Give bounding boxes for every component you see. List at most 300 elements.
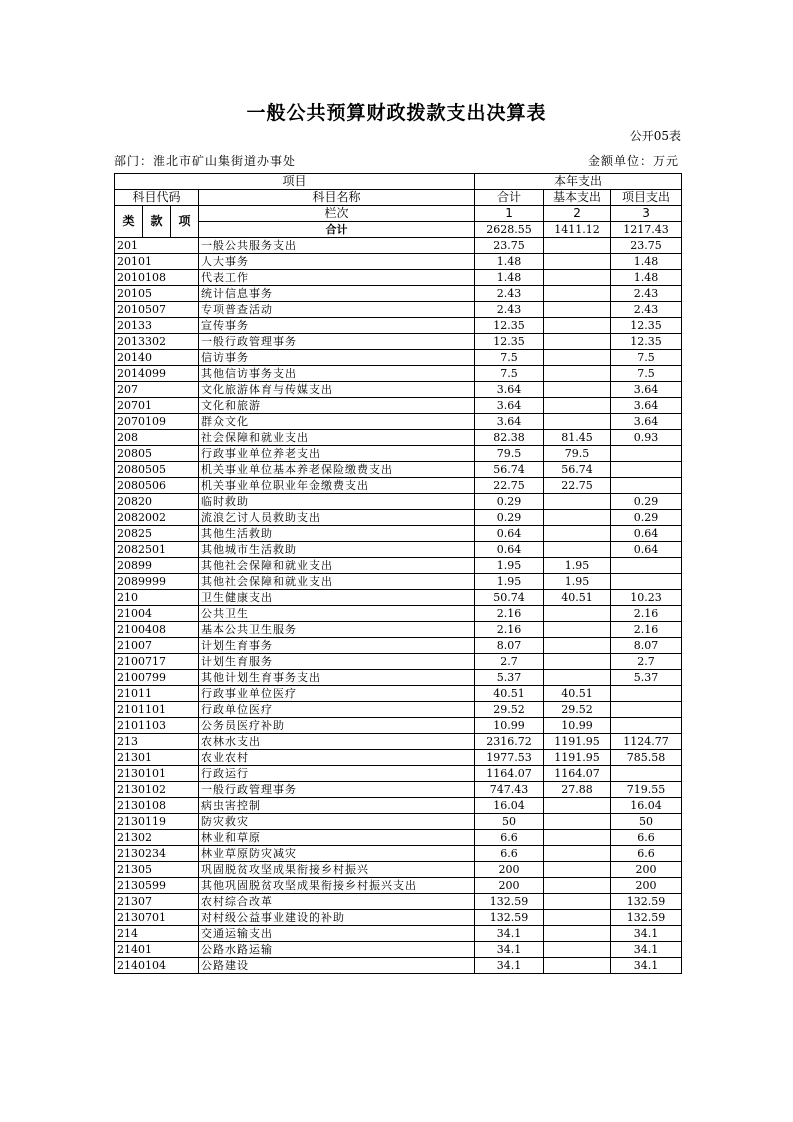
basic-cell: [544, 382, 611, 398]
table-row: [115, 750, 682, 766]
table-row: [115, 958, 682, 974]
table-row: [115, 286, 682, 302]
subject-code-cell: 20805: [115, 446, 199, 462]
subject-name-cell: 其他生活救助: [199, 526, 475, 542]
subject-code-cell: 2130102: [115, 782, 199, 798]
subject-code-cell: 21307: [115, 894, 199, 910]
subject-name-cell: 宣传事务: [199, 318, 475, 334]
basic-cell: [544, 526, 611, 542]
total-cell: 132.59: [475, 910, 544, 926]
project-cell: 0.64: [611, 542, 682, 558]
subject-name-cell: 一般行政管理事务: [199, 782, 475, 798]
basic-cell: 22.75: [544, 478, 611, 494]
header-kuan: 款: [143, 206, 171, 238]
basic-cell: [544, 318, 611, 334]
subject-code-cell: 21301: [115, 750, 199, 766]
total-cell: 2.43: [475, 302, 544, 318]
subject-code-cell: 2130701: [115, 910, 199, 926]
subject-code-cell: 2014099: [115, 366, 199, 382]
basic-cell: [544, 334, 611, 350]
subject-code-cell: 214: [115, 926, 199, 942]
subject-code-cell: 2070109: [115, 414, 199, 430]
subject-name-cell: 群众文化: [199, 414, 475, 430]
subject-name-cell: 林业草原防灾减灾: [199, 846, 475, 862]
subject-code-cell: 2100799: [115, 670, 199, 686]
page-title: 一般公共预算财政拨款支出决算表: [246, 102, 547, 124]
sum-label: 合计: [199, 222, 475, 238]
subject-code-cell: 210: [115, 590, 199, 606]
subject-name-cell: 公路建设: [199, 958, 475, 974]
subject-code-cell: 2130599: [115, 878, 199, 894]
subject-name-cell: 社会保障和就业支出: [199, 430, 475, 446]
project-cell: [611, 558, 682, 574]
table-row: [115, 542, 682, 558]
total-cell: 1.95: [475, 558, 544, 574]
total-cell: 2.7: [475, 654, 544, 670]
subject-name-cell: 文化旅游体育与传媒支出: [199, 382, 475, 398]
total-cell: 50.74: [475, 590, 544, 606]
project-cell: 50: [611, 814, 682, 830]
project-cell: 7.5: [611, 350, 682, 366]
total-cell: 2.16: [475, 606, 544, 622]
expenditure-table: [114, 173, 682, 974]
total-cell: 0.64: [475, 542, 544, 558]
subject-code-cell: 2082501: [115, 542, 199, 558]
total-cell: 132.59: [475, 894, 544, 910]
subject-name-cell: 基本公共卫生服务: [199, 622, 475, 638]
basic-cell: [544, 270, 611, 286]
project-cell: 2.16: [611, 606, 682, 622]
subject-code-cell: 208: [115, 430, 199, 446]
subject-code-cell: 2100408: [115, 622, 199, 638]
subject-name-cell: 文化和旅游: [199, 398, 475, 414]
table-row: [115, 942, 682, 958]
subject-name-cell: 其他信访事务支出: [199, 366, 475, 382]
project-cell: 8.07: [611, 638, 682, 654]
header-subject-code: 科目代码: [115, 190, 199, 206]
basic-cell: [544, 830, 611, 846]
subject-name-cell: 交通运输支出: [199, 926, 475, 942]
table-row: [115, 926, 682, 942]
basic-cell: [544, 254, 611, 270]
table-row: [115, 654, 682, 670]
project-cell: 0.93: [611, 430, 682, 446]
total-cell: 12.35: [475, 334, 544, 350]
table-row: [115, 382, 682, 398]
basic-cell: 40.51: [544, 686, 611, 702]
project-cell: 34.1: [611, 958, 682, 974]
subject-code-cell: 2080506: [115, 478, 199, 494]
total-cell: 1.95: [475, 574, 544, 590]
table-row: [115, 846, 682, 862]
total-cell: 50: [475, 814, 544, 830]
project-cell: [611, 686, 682, 702]
basic-cell: [544, 606, 611, 622]
header-lei: 类: [115, 206, 143, 238]
table-row: [115, 414, 682, 430]
table-row: [115, 350, 682, 366]
total-cell: 0.29: [475, 510, 544, 526]
table-row: [115, 366, 682, 382]
header-row-1: [115, 174, 682, 190]
subject-code-cell: 201: [115, 238, 199, 254]
table-row: [115, 686, 682, 702]
table-row: [115, 606, 682, 622]
total-cell: 10.99: [475, 718, 544, 734]
project-cell: 0.29: [611, 494, 682, 510]
subject-code-cell: 20105: [115, 286, 199, 302]
subject-name-cell: 其他社会保障和就业支出: [199, 574, 475, 590]
total-cell: 34.1: [475, 958, 544, 974]
sum-total: 2628.55: [475, 222, 544, 238]
table-row: [115, 510, 682, 526]
basic-cell: [544, 542, 611, 558]
table-row: [115, 270, 682, 286]
project-cell: 5.37: [611, 670, 682, 686]
project-cell: 1124.77: [611, 734, 682, 750]
header-row-3: [115, 206, 682, 222]
basic-cell: [544, 350, 611, 366]
subject-name-cell: 防灾救灾: [199, 814, 475, 830]
total-cell: 82.38: [475, 430, 544, 446]
total-cell: 34.1: [475, 942, 544, 958]
subject-name-cell: 农业农村: [199, 750, 475, 766]
subject-code-cell: 2130119: [115, 814, 199, 830]
table-row: [115, 574, 682, 590]
total-cell: 3.64: [475, 414, 544, 430]
subject-name-cell: 病虫害控制: [199, 798, 475, 814]
header-subject-name: 科目名称: [199, 190, 475, 206]
header-column-no: 栏次: [199, 206, 475, 222]
subject-name-cell: 公共卫生: [199, 606, 475, 622]
form-number: 公开05表: [629, 129, 681, 143]
table-row: [115, 526, 682, 542]
basic-cell: [544, 814, 611, 830]
header-project: 项目支出: [611, 190, 682, 206]
basic-cell: 81.45: [544, 430, 611, 446]
subject-code-cell: 2130101: [115, 766, 199, 782]
subject-name-cell: 行政事业单位医疗: [199, 686, 475, 702]
subject-name-cell: 行政运行: [199, 766, 475, 782]
total-cell: 0.64: [475, 526, 544, 542]
table-row: [115, 398, 682, 414]
total-cell: 56.74: [475, 462, 544, 478]
project-cell: 132.59: [611, 894, 682, 910]
basic-cell: [544, 910, 611, 926]
table-row: [115, 638, 682, 654]
subject-code-cell: 20701: [115, 398, 199, 414]
project-cell: 2.43: [611, 286, 682, 302]
subject-name-cell: 计划生育事务: [199, 638, 475, 654]
subject-code-cell: 2101103: [115, 718, 199, 734]
total-cell: 2316.72: [475, 734, 544, 750]
subject-code-cell: 21007: [115, 638, 199, 654]
total-cell: 1.48: [475, 254, 544, 270]
table-row: [115, 462, 682, 478]
basic-cell: 1.95: [544, 574, 611, 590]
basic-cell: 40.51: [544, 590, 611, 606]
subject-name-cell: 机关事业单位基本养老保险缴费支出: [199, 462, 475, 478]
basic-cell: [544, 414, 611, 430]
basic-cell: [544, 894, 611, 910]
project-cell: 34.1: [611, 926, 682, 942]
total-cell: 1977.53: [475, 750, 544, 766]
total-cell: 200: [475, 878, 544, 894]
department-label: 部门：淮北市矿山集街道办事处: [114, 154, 297, 168]
total-cell: 3.64: [475, 398, 544, 414]
basic-cell: [544, 926, 611, 942]
subject-code-cell: 21401: [115, 942, 199, 958]
subject-code-cell: 21011: [115, 686, 199, 702]
subject-name-cell: 流浪乞讨人员救助支出: [199, 510, 475, 526]
project-cell: 23.75: [611, 238, 682, 254]
total-cell: 7.5: [475, 366, 544, 382]
basic-cell: 10.99: [544, 718, 611, 734]
table-row: [115, 558, 682, 574]
header-xiang: 项: [171, 206, 199, 238]
table-row: [115, 446, 682, 462]
basic-cell: 1.95: [544, 558, 611, 574]
subject-name-cell: 农林水支出: [199, 734, 475, 750]
subject-name-cell: 公务员医疗补助: [199, 718, 475, 734]
basic-cell: [544, 366, 611, 382]
basic-cell: [544, 398, 611, 414]
subject-name-cell: 代表工作: [199, 270, 475, 286]
basic-cell: [544, 238, 611, 254]
subject-code-cell: 21305: [115, 862, 199, 878]
basic-cell: [544, 654, 611, 670]
basic-cell: [544, 878, 611, 894]
subject-name-cell: 其他社会保障和就业支出: [199, 558, 475, 574]
table-row: [115, 718, 682, 734]
basic-cell: 1191.95: [544, 734, 611, 750]
subject-code-cell: 2010507: [115, 302, 199, 318]
subject-code-cell: 21004: [115, 606, 199, 622]
header-current-year: 本年支出: [475, 174, 682, 190]
project-cell: 3.64: [611, 414, 682, 430]
project-cell: 1.48: [611, 254, 682, 270]
table-row: [115, 766, 682, 782]
subject-name-cell: 临时救助: [199, 494, 475, 510]
subject-code-cell: 2010108: [115, 270, 199, 286]
subject-code-cell: 2082002: [115, 510, 199, 526]
project-cell: 2.16: [611, 622, 682, 638]
table-row: [115, 734, 682, 750]
subject-name-cell: 行政单位医疗: [199, 702, 475, 718]
project-cell: [611, 574, 682, 590]
total-cell: 29.52: [475, 702, 544, 718]
total-cell: 2.16: [475, 622, 544, 638]
project-cell: 1.48: [611, 270, 682, 286]
total-cell: 79.5: [475, 446, 544, 462]
total-cell: 6.6: [475, 830, 544, 846]
total-cell: 1.48: [475, 270, 544, 286]
header-item: 项目: [115, 174, 475, 190]
table-row: [115, 894, 682, 910]
project-cell: 16.04: [611, 798, 682, 814]
basic-cell: [544, 670, 611, 686]
total-cell: 12.35: [475, 318, 544, 334]
header-row-2: [115, 190, 682, 206]
subject-name-cell: 一般公共服务支出: [199, 238, 475, 254]
project-cell: 12.35: [611, 318, 682, 334]
basic-cell: 27.88: [544, 782, 611, 798]
subject-code-cell: 2080505: [115, 462, 199, 478]
subject-code-cell: 2130108: [115, 798, 199, 814]
subject-name-cell: 专项普查活动: [199, 302, 475, 318]
basic-cell: [544, 798, 611, 814]
project-cell: 132.59: [611, 910, 682, 926]
basic-cell: [544, 942, 611, 958]
table-row: [115, 334, 682, 350]
total-cell: 8.07: [475, 638, 544, 654]
basic-cell: [544, 622, 611, 638]
subject-name-cell: 林业和草原: [199, 830, 475, 846]
project-cell: 34.1: [611, 942, 682, 958]
basic-cell: [544, 862, 611, 878]
project-cell: 6.6: [611, 846, 682, 862]
project-cell: 2.43: [611, 302, 682, 318]
project-cell: [611, 446, 682, 462]
subject-code-cell: 20820: [115, 494, 199, 510]
subject-code-cell: 20825: [115, 526, 199, 542]
basic-cell: [544, 846, 611, 862]
project-cell: 3.64: [611, 382, 682, 398]
table-row: [115, 430, 682, 446]
subject-name-cell: 对村级公益事业建设的补助: [199, 910, 475, 926]
total-cell: 2.43: [475, 286, 544, 302]
basic-cell: [544, 510, 611, 526]
table-row: [115, 702, 682, 718]
table-row: [115, 478, 682, 494]
project-cell: [611, 718, 682, 734]
total-cell: 200: [475, 862, 544, 878]
subject-code-cell: 20101: [115, 254, 199, 270]
subject-name-cell: 其他计划生育事务支出: [199, 670, 475, 686]
subject-code-cell: 2089999: [115, 574, 199, 590]
sum-project: 1217.43: [611, 222, 682, 238]
subject-code-cell: 213: [115, 734, 199, 750]
total-cell: 7.5: [475, 350, 544, 366]
project-cell: 785.58: [611, 750, 682, 766]
basic-cell: [544, 638, 611, 654]
header-col2: 2: [544, 206, 611, 222]
basic-cell: [544, 286, 611, 302]
project-cell: 0.29: [611, 510, 682, 526]
sum-row: [115, 222, 682, 238]
basic-cell: 56.74: [544, 462, 611, 478]
total-cell: 0.29: [475, 494, 544, 510]
table-row: [115, 670, 682, 686]
subject-name-cell: 其他巩固脱贫攻坚成果衔接乡村振兴支出: [199, 878, 475, 894]
project-cell: [611, 462, 682, 478]
table-row: [115, 622, 682, 638]
basic-cell: [544, 958, 611, 974]
subject-code-cell: 2100717: [115, 654, 199, 670]
subject-name-cell: 一般行政管理事务: [199, 334, 475, 350]
header-total: 合计: [475, 190, 544, 206]
total-cell: 34.1: [475, 926, 544, 942]
subject-name-cell: 巩固脱贫攻坚成果衔接乡村振兴: [199, 862, 475, 878]
table-row: [115, 494, 682, 510]
subject-code-cell: 2013302: [115, 334, 199, 350]
project-cell: 200: [611, 862, 682, 878]
basic-cell: 1191.95: [544, 750, 611, 766]
project-cell: [611, 478, 682, 494]
project-cell: [611, 702, 682, 718]
project-cell: [611, 766, 682, 782]
basic-cell: [544, 494, 611, 510]
table-row: [115, 878, 682, 894]
project-cell: 2.7: [611, 654, 682, 670]
subject-name-cell: 公路水路运输: [199, 942, 475, 958]
subject-name-cell: 信访事务: [199, 350, 475, 366]
project-cell: 12.35: [611, 334, 682, 350]
project-cell: 6.6: [611, 830, 682, 846]
subject-code-cell: 2101101: [115, 702, 199, 718]
subject-name-cell: 人大事务: [199, 254, 475, 270]
total-cell: 747.43: [475, 782, 544, 798]
table-row: [115, 590, 682, 606]
subject-name-cell: 其他城市生活救助: [199, 542, 475, 558]
subject-name-cell: 农村综合改革: [199, 894, 475, 910]
table-row: [115, 830, 682, 846]
basic-cell: [544, 302, 611, 318]
total-cell: 5.37: [475, 670, 544, 686]
table-row: [115, 814, 682, 830]
table-row: [115, 302, 682, 318]
total-cell: 16.04: [475, 798, 544, 814]
amount-unit-label: 金额单位：万元: [587, 154, 679, 168]
project-cell: 719.55: [611, 782, 682, 798]
subject-code-cell: 207: [115, 382, 199, 398]
table-row: [115, 862, 682, 878]
sum-basic: 1411.12: [544, 222, 611, 238]
total-cell: 6.6: [475, 846, 544, 862]
table-row: [115, 782, 682, 798]
subject-name-cell: 计划生育服务: [199, 654, 475, 670]
header-basic: 基本支出: [544, 190, 611, 206]
subject-code-cell: 20899: [115, 558, 199, 574]
table-row: [115, 910, 682, 926]
subject-name-cell: 卫生健康支出: [199, 590, 475, 606]
basic-cell: 79.5: [544, 446, 611, 462]
subject-code-cell: 20133: [115, 318, 199, 334]
total-cell: 40.51: [475, 686, 544, 702]
subject-name-cell: 机关事业单位职业年金缴费支出: [199, 478, 475, 494]
total-cell: 1164.07: [475, 766, 544, 782]
subject-code-cell: 21302: [115, 830, 199, 846]
subject-code-cell: 20140: [115, 350, 199, 366]
project-cell: 3.64: [611, 398, 682, 414]
table-row: [115, 318, 682, 334]
subject-code-cell: 2140104: [115, 958, 199, 974]
table-row: [115, 254, 682, 270]
table-row: [115, 798, 682, 814]
total-cell: 22.75: [475, 478, 544, 494]
basic-cell: 1164.07: [544, 766, 611, 782]
header-col3: 3: [611, 206, 682, 222]
header-col1: 1: [475, 206, 544, 222]
subject-name-cell: 行政事业单位养老支出: [199, 446, 475, 462]
project-cell: 0.64: [611, 526, 682, 542]
project-cell: 7.5: [611, 366, 682, 382]
basic-cell: 29.52: [544, 702, 611, 718]
subject-name-cell: 统计信息事务: [199, 286, 475, 302]
project-cell: 10.23: [611, 590, 682, 606]
subject-code-cell: 2130234: [115, 846, 199, 862]
total-cell: 23.75: [475, 238, 544, 254]
